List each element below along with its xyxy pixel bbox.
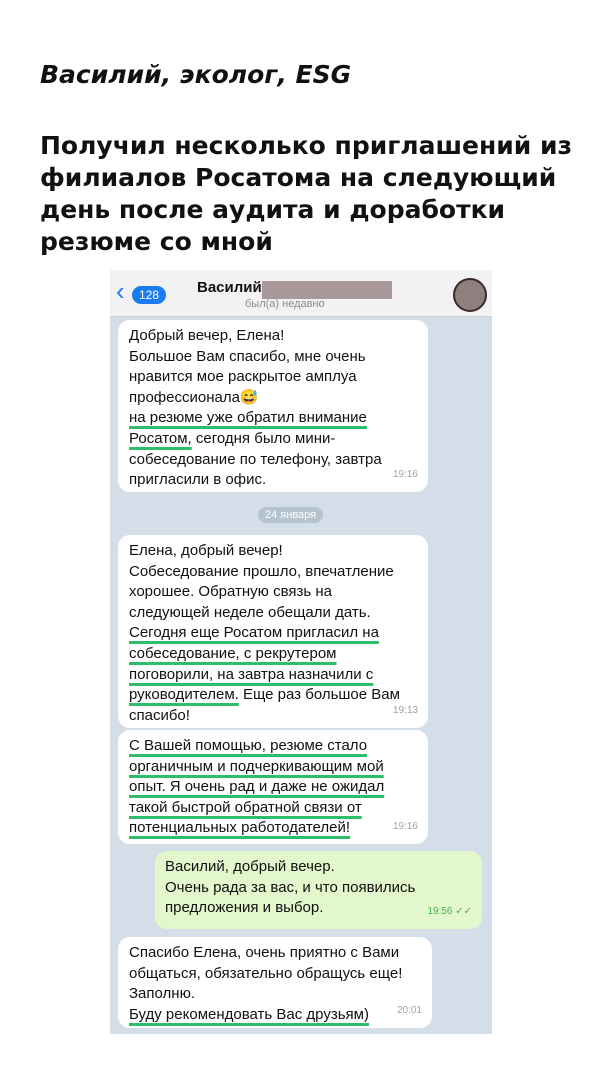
message-line (165, 898, 470, 919)
message-line (129, 736, 416, 757)
incoming-message (118, 320, 428, 492)
message-line (129, 582, 416, 603)
chat-header (110, 270, 492, 317)
highlighted-text: Росатом, (129, 429, 192, 447)
message-line (129, 644, 416, 665)
contact-name: Василий (197, 279, 262, 296)
message-line (129, 367, 416, 388)
message-line (129, 818, 416, 839)
author-caption: Василий, эколог, ESG (40, 60, 352, 89)
redacted-surname (262, 281, 392, 299)
message-line (129, 964, 420, 985)
date-separator: 24 января (258, 507, 323, 523)
back-chevron-icon[interactable]: ‹ (116, 276, 125, 306)
message-line (129, 984, 420, 1005)
message-time: 19:13 (392, 705, 418, 717)
message-time: 19:16 (392, 821, 418, 833)
message-line (129, 541, 416, 562)
highlighted-text: опыт. Я очень рад и даже не ожидал (129, 778, 385, 796)
message-text: Большое Вам спасибо, мне очень (129, 347, 366, 365)
message-text: следующей неделе обещали дать. (129, 603, 371, 621)
message-line (129, 450, 416, 471)
message-line (129, 562, 416, 583)
message-time: 19:56 ✓✓ (427, 906, 472, 918)
message-text: Заполню. (129, 985, 195, 1003)
message-text: сегодня было мини- (191, 429, 336, 447)
message-text: предложения и выбор. (165, 899, 324, 917)
message-text: Собеседование прошло, впечатление (129, 562, 394, 580)
message-line (129, 603, 416, 624)
message-line (129, 388, 416, 409)
message-text: Спасибо Елена, очень приятно с Вами (129, 944, 400, 961)
message-line (129, 943, 420, 964)
message-text: нравится мое раскрытое амплуа (129, 368, 357, 386)
incoming-message (118, 730, 428, 844)
contact-status: был(а) недавно (245, 298, 325, 310)
message-line (129, 347, 416, 368)
message-text: Василий, добрый вечер. (165, 858, 335, 875)
highlighted-text: органичным и подчеркивающим мой (129, 757, 384, 775)
highlighted-text: такой быстрой обратной связи от (129, 798, 362, 816)
highlighted-text: Сегодня еще Росатом пригласил на (129, 624, 379, 642)
message-text: Елена, добрый вечер! (129, 542, 283, 559)
message-text: Добрый вечер, Елена! (129, 327, 285, 344)
message-time: 20:01 (396, 1005, 422, 1017)
message-line (129, 777, 416, 798)
message-line (129, 685, 416, 706)
headline: Получил несколько приглашений из филиалов Росатома на следующий день после аудита и доработки резюме со мной (40, 131, 573, 256)
highlighted-text: С Вашей помощью, резюме стало (129, 737, 368, 754)
incoming-message (118, 535, 428, 728)
message-line (129, 798, 416, 819)
message-line (129, 429, 416, 450)
chat-screenshot (110, 270, 492, 1034)
incoming-message (118, 937, 432, 1028)
message-text: Еще раз большое Вам (238, 686, 400, 704)
message-line (129, 665, 416, 686)
highlighted-text: собеседование, с рекрутером (129, 644, 337, 662)
message-text: Очень рада за вас, и что появились (165, 878, 416, 896)
highlighted-text: потенциальных работодателей! (129, 819, 351, 837)
message-line (129, 757, 416, 778)
highlighted-text: Буду рекомендовать Вас друзьям) (129, 1005, 369, 1023)
message-line (129, 623, 416, 644)
highlighted-text: руководителем. (129, 686, 239, 704)
avatar[interactable] (453, 278, 487, 312)
message-text: собеседование по телефону, завтра (129, 450, 382, 468)
message-text: хорошее. Обратную связь на (129, 583, 333, 601)
message-line (129, 470, 416, 491)
message-line (129, 326, 416, 347)
message-time: 19:16 (392, 469, 418, 481)
message-line (129, 706, 416, 727)
message-line (165, 878, 470, 899)
highlighted-text: на резюме уже обратил внимание (129, 409, 367, 427)
highlighted-text: поговорили, на завтра назначили с (129, 665, 374, 683)
message-text: спасибо! (129, 706, 190, 724)
message-line (129, 408, 416, 429)
message-line (129, 1005, 420, 1026)
message-line (165, 857, 470, 878)
outgoing-message (155, 851, 482, 929)
message-text: профессионала😅 (129, 388, 259, 406)
message-text: общаться, обязательно обращусь еще! (129, 964, 403, 982)
unread-count-badge[interactable]: 128 (132, 286, 166, 304)
message-text: пригласили в офис. (129, 471, 267, 489)
